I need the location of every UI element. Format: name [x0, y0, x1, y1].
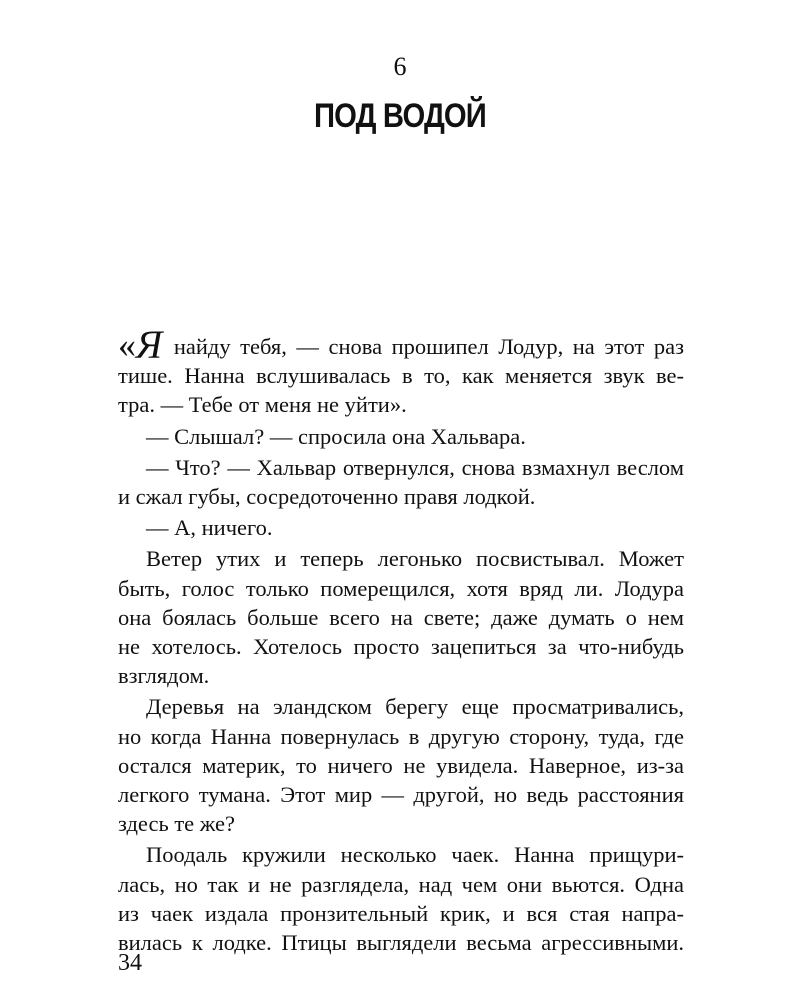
text-line: и сжал губы, сосредоточенно правя лодкой. — [118, 484, 536, 510]
paragraph-first-line: Деревья на эландском берегу еще просматривались, — [146, 694, 684, 720]
text-line: не хотелось. Хотелось просто зацепиться за что-нибудь — [118, 634, 684, 660]
text-line: взглядом. — [118, 663, 210, 689]
text-line: лась, но так и не разглядела, над чем они вьются. Одна — [118, 871, 684, 897]
line-text: найду тебя, — снова прошипел Лодур, на этот раз — [164, 334, 684, 359]
text-line: легкого тумана. Этот мир — другой, но ведь расстояния — [118, 782, 684, 808]
page-number: 34 — [118, 950, 142, 976]
dialogue-line: — Слышал? — спросила она Хальвара. — [146, 423, 526, 449]
text-line: быть, голос только померещился, хотя вряд ли. Лодура — [118, 575, 684, 601]
dialogue-line: — Что? — Хальвар отвернулся, снова взмахнул веслом — [146, 454, 684, 480]
text-line: тра. — Тебе от меня не уйти». — [118, 392, 407, 418]
drop-cap-letter: Я — [136, 322, 163, 367]
text-line: вилась к лодке. Птицы выглядели весьма агрессивными. — [118, 930, 684, 956]
opening-quote-mark: « — [118, 325, 136, 365]
text-line: остался материк, то ничего не увидела. Наверное, из-за — [118, 752, 684, 778]
dialogue-line: — А, ничего. — [146, 515, 273, 541]
text-line: здесь те же? — [118, 811, 236, 837]
paragraph-first-line: Ветер утих и теперь легонько посвистывал. Может — [146, 546, 684, 572]
paragraph-first-line: Поодаль кружили несколько чаек. Нанна прищури- — [146, 842, 684, 868]
text-line — [118, 322, 684, 367]
text-line: она боялась больше всего на свете; даже думать о нем — [118, 604, 684, 630]
chapter-number: 6 — [393, 52, 407, 81]
body-text — [118, 322, 684, 957]
text-line: но когда Нанна повернулась в другую сторону, туда, где — [118, 723, 684, 749]
chapter-title: ПОД ВОДОЙ — [314, 97, 486, 135]
text-line: из чаек издала пронзительный крик, и вся стая напра- — [118, 900, 684, 926]
text-line: тише. Нанна вслушивалась в то, как меняется звук ве- — [118, 363, 684, 389]
